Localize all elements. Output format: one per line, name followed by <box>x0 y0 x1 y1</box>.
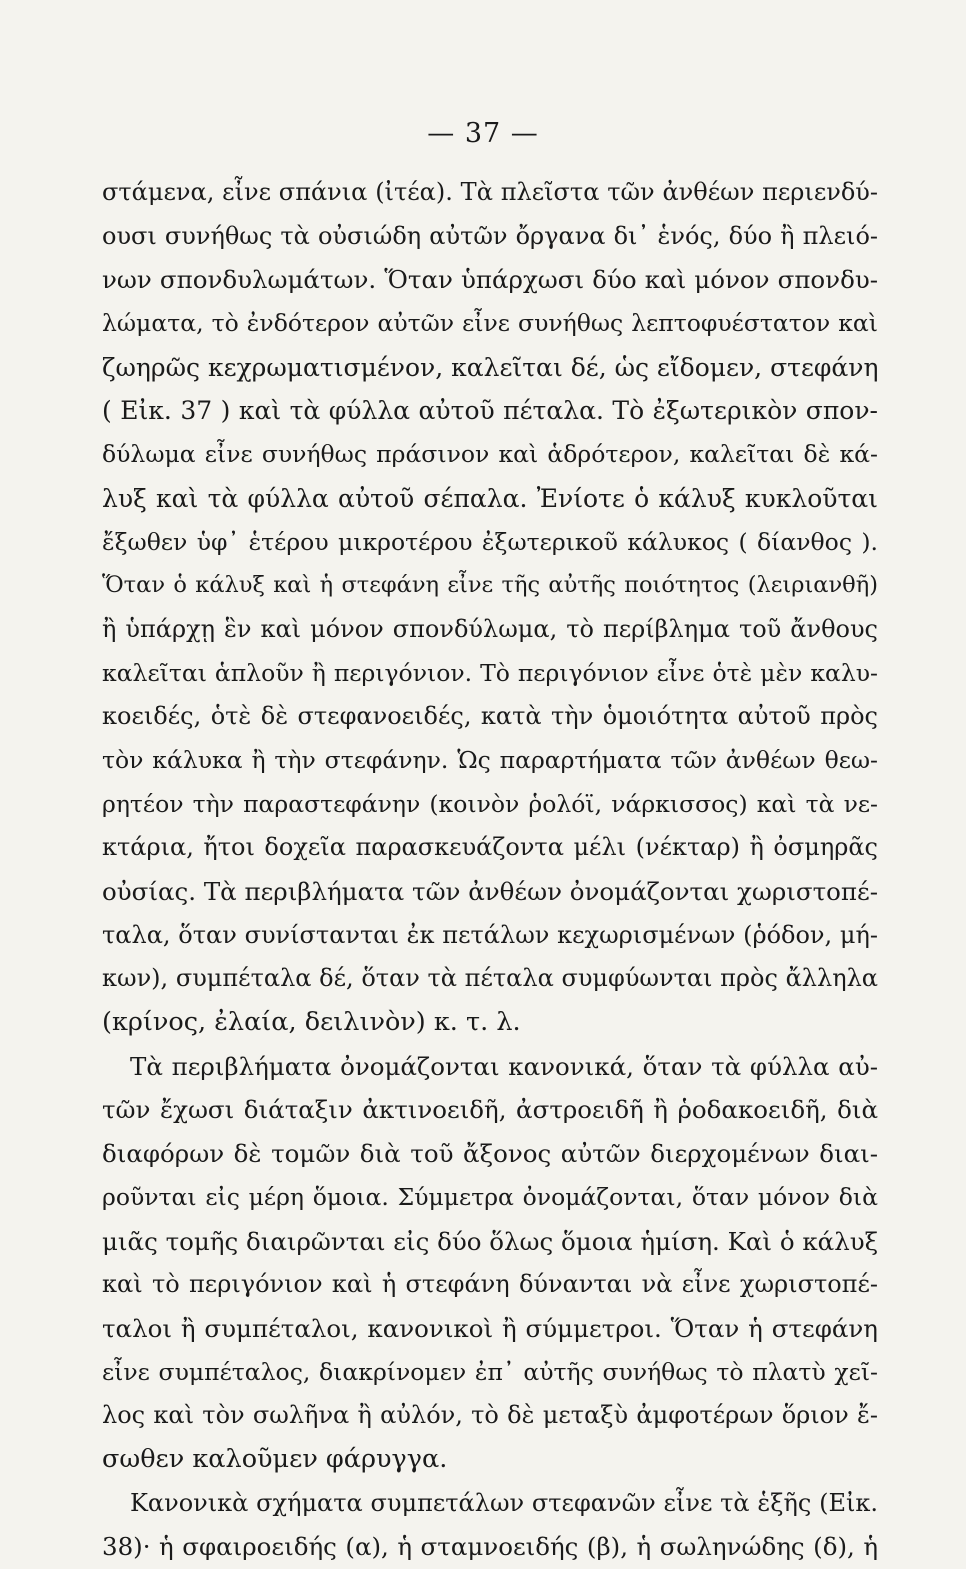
text-line: κοειδές, ὁτὲ δὲ στεφανοειδές, κατὰ τὴν ὁμοιότητα αὐτοῦ πρὸς <box>102 702 878 731</box>
text-line: κτάρια, ἤτοι δοχεῖα παρασκευάζοντα μέλι (νέκταρ) ἢ ὀσμηρᾶς <box>102 833 878 862</box>
text-line: ἔξωθεν ὑφ᾽ ἑτέρου μικροτέρου ἐξωτερικοῦ κάλυκος ( δίανθος ). <box>102 527 878 556</box>
text-line: λώματα, τὸ ἐνδότερον αὐτῶν εἶνε συνήθως λεπτοφυέστατον καὶ <box>102 309 878 338</box>
text-line: τῶν ἔχωσι διάταξιν ἀκτινοειδῆ, ἀστροειδῆ ἢ ῥοδακοειδῆ, διὰ <box>102 1095 878 1125</box>
text-line: κων), συμπέταλα δέ, ὅταν τὰ πέταλα συμφύωνται πρὸς ἄλληλα <box>102 964 878 993</box>
text-line: καλεῖται ἁπλοῦν ἢ περιγόνιον. Τὸ περιγόνιον εἶνε ὁτὲ μὲν καλυ- <box>102 658 878 687</box>
text-line: διαφόρων δὲ τομῶν διὰ τοῦ ἄξονος αὐτῶν διερχομένων διαι- <box>102 1139 878 1169</box>
text-line: λος καὶ τὸν σωλῆνα ἢ αὐλόν, τὸ δὲ μεταξὺ ἀμφοτέρων ὅριον ἔ- <box>102 1401 878 1430</box>
text-line: ουσι συνήθως τὰ οὐσιώδη αὐτῶν ὄργανα δι᾽ ἑνός, δύο ἢ πλειό- <box>102 221 878 250</box>
body-text <box>102 171 878 1569</box>
text-line: στάμενα, εἶνε σπάνια (ἰτέα). Τὰ πλεῖστα τῶν ἀνθέων περιενδύ- <box>102 178 878 206</box>
text-line: λυξ καὶ τὰ φύλλα αὐτοῦ σέπαλα. Ἐνίοτε ὁ κάλυξ κυκλοῦται <box>102 483 878 513</box>
text-line: μιᾶς τομῆς διαιρῶνται εἰς δύο ὅλως ὅμοια ἡμίση. Καὶ ὁ κάλυξ <box>102 1226 878 1256</box>
text-line: Κανονικὰ σχήματα συμπετάλων στεφανῶν εἶνε τὰ ἑξῆς (Εἰκ. <box>130 1488 878 1517</box>
text-line: ταλα, ὅταν συνίστανται ἐκ πετάλων κεχωρισμένων (ῥόδον, μή- <box>102 920 878 949</box>
text-line: ζωηρῶς κεχρωματισμένον, καλεῖται δέ, ὡς εἴδομεν, στεφάνη <box>102 352 878 382</box>
text-line: νων σπονδυλωμάτων. Ὅταν ὑπάρχωσι δύο καὶ μόνον σπονδυ- <box>102 265 878 295</box>
text-line: Τὰ περιβλήματα ὀνομάζονται κανονικά, ὅταν τὰ φύλλα αὐ- <box>130 1051 878 1081</box>
page-number: — 37 — <box>427 118 539 149</box>
text-line: οὐσίας. Τὰ περιβλήματα τῶν ἀνθέων ὀνομάζονται χωριστοπέ- <box>102 877 878 906</box>
text-line: ροῦνται εἰς μέρη ὅμοια. Σύμμετρα ὀνομάζονται, ὅταν μόνον διὰ <box>102 1182 878 1211</box>
text-line: εἶνε συμπέταλος, διακρίνομεν ἐπ᾽ αὐτῆς συνήθως τὸ πλατὺ χεῖ- <box>102 1357 878 1386</box>
text-line: τὸν κάλυκα ἢ τὴν στεφάνην. Ὡς παραρτήματα τῶν ἀνθέων θεω- <box>102 745 878 774</box>
text-line: ( Εἰκ. 37 ) καὶ τὰ φύλλα αὐτοῦ πέταλα. Τὸ ἐξωτερικὸν σπον- <box>102 396 878 426</box>
text-line: Ὅταν ὁ κάλυξ καὶ ἡ στεφάνη εἶνε τῆς αὐτῆς ποιότητος (λειριανθῆ) <box>102 572 878 599</box>
text-line: σωθεν καλοῦμεν φάρυγγα. <box>102 1443 448 1474</box>
text-line: ρητέον τὴν παραστεφάνην (κοινὸν ῥολόϊ, νάρκισσος) καὶ τὰ νε- <box>102 789 878 818</box>
text-line: (κρίνος, ἐλαία, δειλινὸν) κ. τ. λ. <box>102 1007 521 1038</box>
text-line: ἢ ὑπάρχῃ ἓν καὶ μόνον σπονδύλωμα, τὸ περίβλημα τοῦ ἄνθους <box>102 614 878 643</box>
text-line: ταλοι ἢ συμπέταλοι, κανονικοὶ ἢ σύμμετροι. Ὅταν ἡ στεφάνη <box>102 1313 878 1343</box>
text-line: 38)· ἡ σφαιροειδής (α), ἡ σταμνοειδής (β), ἡ σωληνώδης (δ), ἡ <box>102 1532 878 1562</box>
text-line: δύλωμα εἶνε συνήθως πράσινον καὶ ἁδρότερον, καλεῖται δὲ κά- <box>102 440 878 469</box>
text-line: καὶ τὸ περιγόνιον καὶ ἡ στεφάνη δύνανται νὰ εἶνε χωριστοπέ- <box>102 1270 878 1299</box>
